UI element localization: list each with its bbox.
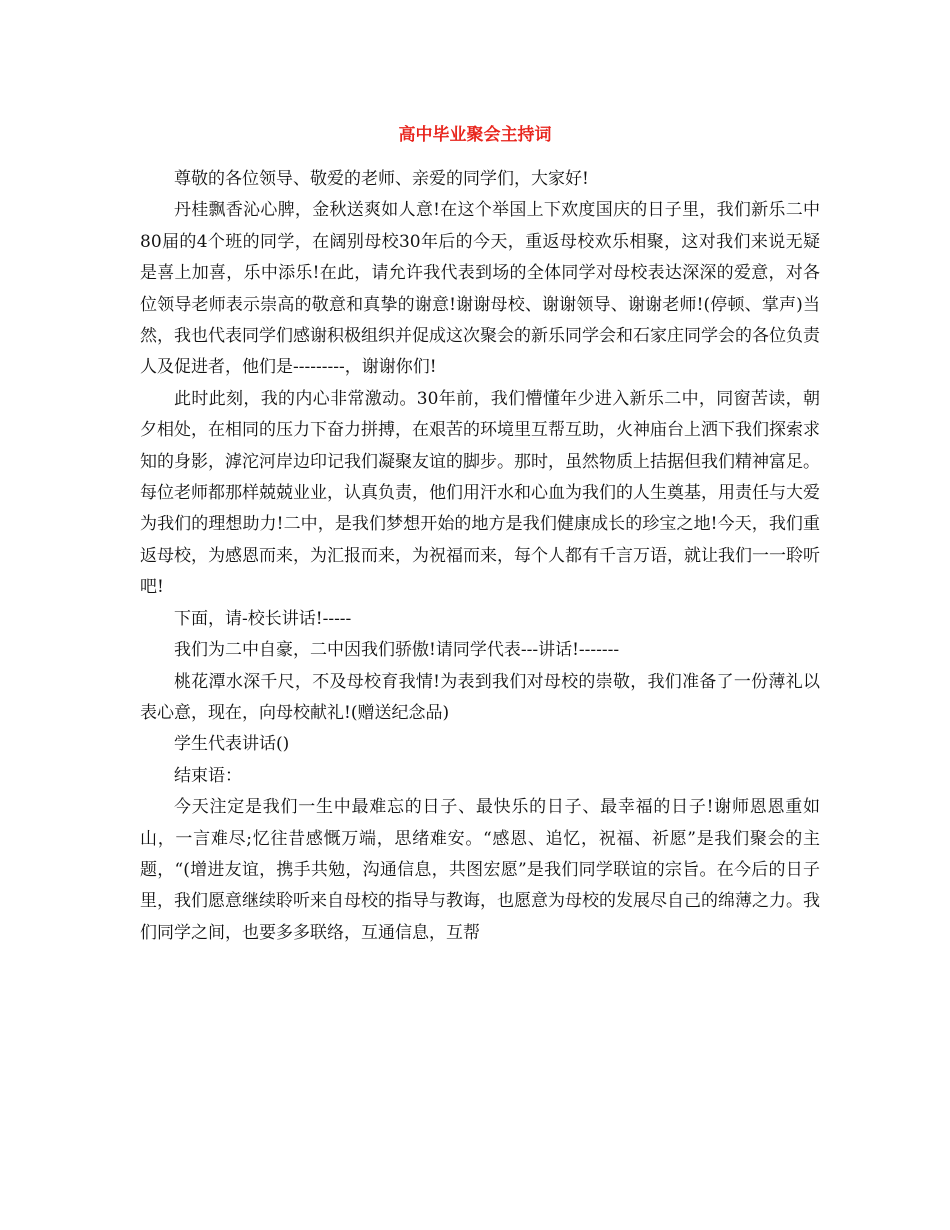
paragraph-gift: 桃花潭水深千尺，不及母校育我情!为表到我们对母校的崇敬，我们准备了一份薄礼以表心意，现在，向母校献礼!(赠送纪念品) <box>140 671 820 723</box>
paragraph-closing-label: 结束语： <box>174 765 242 786</box>
paragraph-greeting: 尊敬的各位领导、敬爱的老师、亲爱的同学们，大家好! <box>174 169 589 189</box>
paragraph-opening: 丹桂飘香沁心脾，金秋送爽如人意!在这个举国上下欢度国庆的日子里，我们新乐二中80届的4个班的同学，在阔别母校30年后的今天，重返母校欢乐相聚，这对我们来说无疑是喜上加喜，乐中添乐!在此，请允许我代表到场的全体同学对母校表达深深的爱意，对各位领导老师表示崇高的敬意和真挚的谢意!谢谢母校、谢谢领导、谢谢老师!(停顿、掌声)当然，我也代表同学们感谢积极组织并促成这次聚会的新乐同学会和石家庄同学会的各位负责人及促进者，他们是---------，谢谢你们! <box>140 200 820 378</box>
document-body <box>140 164 820 949</box>
paragraph-principal-speech: 下面，请-校长讲话!----- <box>174 608 352 629</box>
paragraph-student-rep: 我们为二中自豪，二中因我们骄傲!请同学代表---讲话!------- <box>174 640 620 661</box>
paragraph-memories: 此时此刻，我的内心非常激动。30年前，我们懵懂年少进入新乐二中，同窗苦读，朝夕相处，在相同的压力下奋力拼搏，在艰苦的环境里互帮互助，火神庙台上洒下我们探索求知的身影，滹沱河岸边印记我们凝聚友谊的脚步。那时，虽然物质上拮据但我们精神富足。每位老师都那样兢兢业业，认真负责，他们用汗水和心血为我们的人生奠基，用责任与大爱为我们的理想助力!二中，是我们梦想开始的地方是我们健康成长的珍宝之地!今天，我们重返母校，为感恩而来，为汇报而来，为祝福而来，每个人都有千言万语，就让我们一一聆听吧! <box>140 388 820 598</box>
paragraph-closing: 今天注定是我们一生中最难忘的日子、最快乐的日子、最幸福的日子!谢师恩恩重如山，一言难尽;忆往昔感慨万端，思绪难安。“感恩、追忆，祝福、祈愿”是我们聚会的主题，“(增进友谊，携手共勉，沟通信息，共图宏愿”是我们同学联谊的宗旨。在今后的日子里，我们愿意继续聆听来自母校的指导与教诲，也愿意为母校的发展尽自己的绵薄之力。我们同学之间，也要多多联络，互通信息，互帮 <box>140 797 820 943</box>
document-title: 高中毕业聚会主持词 <box>398 125 552 145</box>
paragraph-student-speech: 学生代表讲话() <box>174 734 290 755</box>
